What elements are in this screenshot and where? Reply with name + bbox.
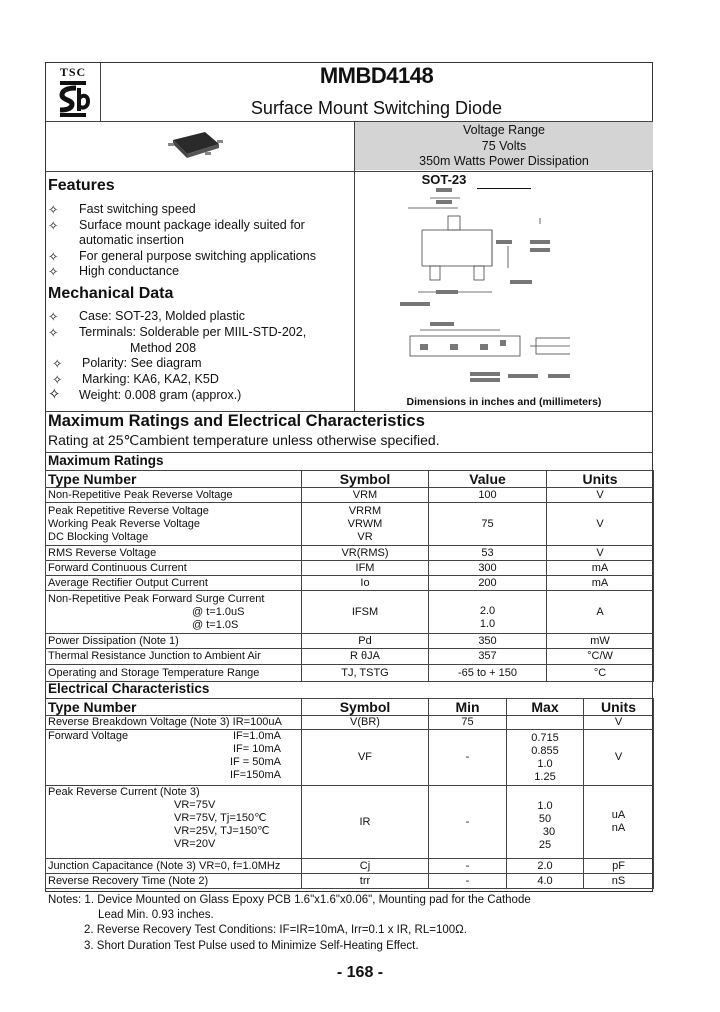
table-cell: V bbox=[547, 546, 654, 561]
table-cell: 100 bbox=[429, 488, 547, 503]
table-cell: V(BR) bbox=[302, 716, 429, 730]
table-cell: IFSM bbox=[302, 591, 429, 634]
table-row bbox=[46, 634, 654, 649]
condition-line: IF= 10mA bbox=[233, 743, 281, 755]
column-header: Symbol bbox=[302, 471, 429, 488]
table-cell: 75 bbox=[429, 503, 547, 546]
param-line: DC Blocking Voltage bbox=[48, 530, 149, 543]
table-cell: nS bbox=[584, 874, 654, 889]
symbol-line: VRWM bbox=[347, 517, 383, 530]
section-title: Maximum Ratings and Electrical Characteristics bbox=[48, 412, 425, 430]
value-line: 50 bbox=[538, 813, 552, 825]
value-line: 0.715 bbox=[531, 731, 559, 744]
table-cell: 300 bbox=[429, 561, 547, 576]
list-item-text: Case: SOT-23, Molded plastic bbox=[79, 309, 246, 323]
value-line: 1.0 bbox=[537, 757, 553, 770]
unit-line: uA bbox=[611, 809, 626, 821]
electrical-characteristics-table bbox=[45, 698, 654, 889]
table-row bbox=[46, 786, 654, 859]
table-cell: Cj bbox=[302, 859, 429, 874]
column-header: Value bbox=[429, 471, 547, 488]
mechanical-heading: Mechanical Data bbox=[48, 285, 174, 302]
table-cell: V bbox=[547, 488, 654, 503]
table-cell: 75 bbox=[429, 716, 507, 730]
table-cell bbox=[429, 591, 547, 634]
table-cell: -65 to + 150 bbox=[429, 665, 547, 682]
features-heading: Features bbox=[48, 177, 115, 194]
part-subtitle: Surface Mount Switching Diode bbox=[250, 98, 503, 118]
bullet-icon: ✧ bbox=[48, 265, 59, 279]
bullet-icon: ✧ bbox=[48, 386, 61, 403]
dimensions-caption: Dimensions in inches and (millimeters) bbox=[406, 396, 602, 408]
table-cell: 4.0 bbox=[507, 874, 584, 889]
bullet-icon: ✧ bbox=[48, 326, 59, 340]
bullet-icon: ✧ bbox=[48, 250, 59, 264]
table-cell bbox=[584, 786, 654, 859]
table-cell: 53 bbox=[429, 546, 547, 561]
value-line: 30 bbox=[542, 826, 556, 838]
table-cell: - bbox=[429, 859, 507, 874]
table-cell: RMS Reverse Voltage bbox=[46, 546, 302, 561]
table-row bbox=[46, 576, 654, 591]
table-cell bbox=[507, 716, 584, 730]
value-line: 25 bbox=[538, 839, 552, 851]
table-cell: Io bbox=[302, 576, 429, 591]
table-cell: pF bbox=[584, 859, 654, 874]
voltage-range-box bbox=[355, 122, 653, 170]
condition-line: VR=20V bbox=[174, 838, 216, 850]
table-cell: Average Rectifier Output Current bbox=[46, 576, 302, 591]
condition-line: IF=1.0mA bbox=[233, 730, 281, 742]
list-item-text: Terminals: Solderable per MIIL-STD-202, bbox=[79, 325, 307, 339]
list-item-text: Polarity: See diagram bbox=[82, 356, 202, 370]
value-line: 2.0 bbox=[479, 605, 496, 617]
column-header: Symbol bbox=[302, 699, 429, 716]
bullet-icon: ✧ bbox=[48, 219, 59, 233]
table-cell: A bbox=[547, 591, 654, 634]
value-line: 1.0 bbox=[479, 618, 496, 630]
value-line: 0.855 bbox=[531, 744, 559, 757]
note-line: Notes: 1. Device Mounted on Glass Epoxy PCB 1.6"x1.6"x0.06", Mounting pad for the Cathode bbox=[48, 894, 531, 906]
param-line: Working Peak Reverse Voltage bbox=[48, 517, 201, 530]
voltage-range-label: Voltage Range bbox=[462, 123, 545, 137]
note-line: 2. Reverse Recovery Test Conditions: IF=IR=10mA, Irr=0.1 x IR, RL=100Ω. bbox=[84, 924, 467, 936]
bullet-icon: ✧ bbox=[52, 357, 63, 371]
table-row bbox=[46, 546, 654, 561]
divider bbox=[46, 171, 653, 172]
table-row bbox=[46, 503, 654, 546]
table-cell bbox=[46, 503, 302, 546]
table-cell: Non-Repetitive Peak Reverse Voltage bbox=[46, 488, 302, 503]
param-line: @ t=1.0S bbox=[192, 618, 239, 631]
tsc-logo bbox=[46, 63, 101, 121]
table-cell: Operating and Storage Temperature Range bbox=[46, 665, 302, 682]
list-item-text: Marking: KA6, KA2, K5D bbox=[82, 372, 219, 386]
table-cell bbox=[507, 786, 584, 859]
column-header: Type Number bbox=[46, 699, 302, 716]
table-cell: Thermal Resistance Junction to Ambient Air bbox=[46, 649, 302, 665]
list-item-text: Weight: 0.008 gram (approx.) bbox=[79, 388, 242, 402]
param-line: Peak Repetitive Reverse Voltage bbox=[48, 504, 209, 517]
max-ratings-title: Maximum Ratings bbox=[48, 453, 164, 468]
table-cell: VF bbox=[302, 730, 429, 786]
table-cell: 2.0 bbox=[507, 859, 584, 874]
table-cell: - bbox=[429, 730, 507, 786]
list-item-text: Surface mount package ideally suited for bbox=[79, 218, 305, 232]
table-cell: Reverse Breakdown Voltage (Note 3) IR=100uA bbox=[46, 716, 302, 730]
part-number-title: MMBD4148 bbox=[319, 63, 434, 88]
package-name: SOT-23 bbox=[421, 172, 467, 187]
condition-line: VR=75V bbox=[174, 799, 216, 811]
bullet-icon: ✧ bbox=[48, 310, 59, 324]
list-item-text: Method 208 bbox=[130, 341, 197, 355]
table-cell: Junction Capacitance (Note 3) VR=0, f=1.0MHz bbox=[46, 859, 302, 874]
column-header: Max bbox=[507, 699, 584, 716]
table-cell: IR bbox=[302, 786, 429, 859]
table-row bbox=[46, 716, 654, 730]
power-dissipation: 350m Watts Power Dissipation bbox=[419, 154, 589, 168]
table-cell: mA bbox=[547, 561, 654, 576]
table-cell bbox=[46, 786, 302, 859]
list-item-text: Fast switching speed bbox=[79, 202, 196, 216]
table-cell: VRM bbox=[302, 488, 429, 503]
param-line: Non-Repetitive Peak Forward Surge Current bbox=[48, 592, 265, 605]
condition-line: VR=25V, TJ=150℃ bbox=[174, 825, 270, 837]
logo-text: TSC bbox=[59, 65, 87, 79]
table-cell: mW bbox=[547, 634, 654, 649]
table-row bbox=[46, 561, 654, 576]
table-row bbox=[46, 649, 654, 665]
column-header: Min bbox=[429, 699, 507, 716]
rating-note: Rating at 25℃ambient temperature unless otherwise specified. bbox=[48, 432, 440, 448]
symbol-line: VR bbox=[357, 530, 373, 543]
table-cell bbox=[507, 730, 584, 786]
table-cell: V bbox=[547, 503, 654, 546]
max-ratings-table bbox=[45, 470, 654, 682]
page-number: - 168 - bbox=[336, 964, 384, 981]
table-row bbox=[46, 665, 654, 682]
value-line: 1.25 bbox=[534, 770, 556, 783]
chip-image bbox=[165, 126, 225, 164]
table-row bbox=[46, 730, 654, 786]
value-line: 1.0 bbox=[537, 800, 553, 812]
logo-mark-icon bbox=[46, 79, 100, 119]
table-cell: R θJA bbox=[302, 649, 429, 665]
column-header: Type Number bbox=[46, 471, 302, 488]
table-cell: °C/W bbox=[547, 649, 654, 665]
param-line: Peak Reverse Current (Note 3) bbox=[48, 786, 200, 798]
list-item-text: For general purpose switching applications bbox=[79, 249, 316, 263]
table-row bbox=[46, 488, 654, 503]
table-cell: °C bbox=[547, 665, 654, 682]
table-cell: VR(RMS) bbox=[302, 546, 429, 561]
param-line: Forward Voltage bbox=[48, 730, 129, 742]
column-header: Units bbox=[547, 471, 654, 488]
table-cell bbox=[302, 503, 429, 546]
table-cell: Reverse Recovery Time (Note 2) bbox=[46, 874, 302, 889]
table-cell bbox=[46, 591, 302, 634]
table-cell: TJ, TSTG bbox=[302, 665, 429, 682]
table-cell: Forward Continuous Current bbox=[46, 561, 302, 576]
table-cell bbox=[46, 730, 302, 786]
elec-char-title: Electrical Characteristics bbox=[48, 681, 210, 696]
condition-line: IF = 50mA bbox=[229, 756, 281, 768]
condition-line: IF=150mA bbox=[229, 769, 281, 781]
table-row bbox=[46, 591, 654, 634]
table-cell: Power Dissipation (Note 1) bbox=[46, 634, 302, 649]
table-cell: Pd bbox=[302, 634, 429, 649]
bullet-icon: ✧ bbox=[48, 203, 59, 217]
table-cell: mA bbox=[547, 576, 654, 591]
param-line: @ t=1.0uS bbox=[192, 605, 245, 618]
bullet-icon: ✧ bbox=[52, 373, 63, 387]
list-item-text: automatic insertion bbox=[79, 233, 184, 247]
table-row bbox=[46, 874, 654, 889]
package-outline-drawing bbox=[400, 188, 570, 394]
symbol-line: VRRM bbox=[348, 504, 382, 517]
unit-line: nA bbox=[611, 822, 626, 834]
table-cell: trr bbox=[302, 874, 429, 889]
table-cell: - bbox=[429, 786, 507, 859]
table-cell: 200 bbox=[429, 576, 547, 591]
condition-line: VR=75V, Tj=150℃ bbox=[174, 812, 267, 824]
column-header: Units bbox=[584, 699, 654, 716]
table-cell: V bbox=[584, 716, 654, 730]
table-cell: IFM bbox=[302, 561, 429, 576]
table-cell: 357 bbox=[429, 649, 547, 665]
table-cell: 350 bbox=[429, 634, 547, 649]
table-cell: - bbox=[429, 874, 507, 889]
list-item-text: High conductance bbox=[79, 264, 180, 278]
note-line: 3. Short Duration Test Pulse used to Minimize Self-Heating Effect. bbox=[84, 940, 419, 952]
table-cell: V bbox=[584, 730, 654, 786]
voltage-value: 75 Volts bbox=[481, 138, 527, 153]
note-line: Lead Min. 0.93 inches. bbox=[98, 909, 214, 921]
table-row bbox=[46, 859, 654, 874]
